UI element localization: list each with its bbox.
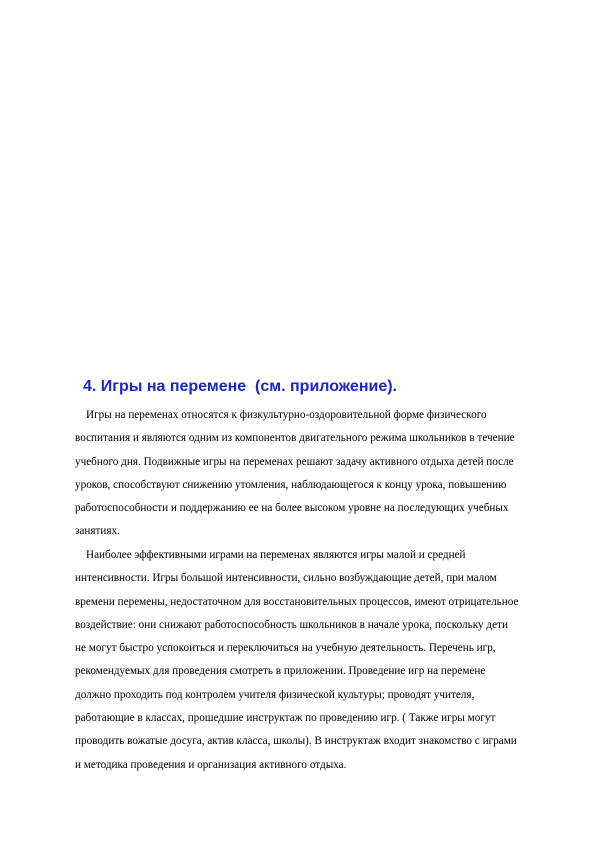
paragraph-line: Наиболее эффективными играми на переменах являются игры малой и средней — [86, 549, 466, 561]
paragraph-line: Игры на переменах относятся к физкультурно-оздоровительной форме физического — [86, 409, 487, 421]
paragraph-line: интенсивности. Игры большой интенсивности, сильно возбуждающие детей, при малом — [75, 572, 497, 585]
paragraph-line: работоспособности и поддержанию ее на более высоком уровне на последующих учебных — [75, 502, 509, 515]
paragraph-games-intro — [75, 404, 561, 544]
paragraph-line: учебного дня. Подвижные игры на переменах решают задачу активного отдыха детей после — [75, 455, 514, 468]
paragraph-line: должно проходить под контролем учителя физической культуры; проводят учителя, — [75, 688, 475, 701]
paragraph-line: и методика проведения и организация активного отдыха. — [75, 758, 347, 771]
paragraph-line: занятиях. — [75, 525, 120, 538]
paragraph-line: воздействие: они снижают работоспособность школьников в начале урока, поскольку дети — [75, 618, 508, 631]
paragraph-games-effectiveness — [75, 544, 561, 777]
paragraph-line: рекомендуемых для проведения смотреть в приложении. Проведение игр на перемене — [75, 665, 486, 678]
paragraph-line: воспитания и являются одним из компонентов двигательного режима школьников в течение — [75, 432, 515, 445]
section-heading: 4. Игры на перемене (см. приложение). — [83, 378, 397, 395]
paragraph-line: не могут быстро успокоиться и переключиться на учебную деятельность. Перечень игр, — [75, 642, 496, 655]
paragraph-line: времени перемены, недостаточном для восстановительных процессов, имеют отрицательное — [75, 595, 519, 608]
paragraph-line: проводить вожатые досуга, актив класса, школы). В инструктаж входит знакомство с играми — [75, 735, 517, 748]
paragraph-line: уроков, способствуют снижению утомления, наблюдающегося к концу урока, повышению — [75, 478, 507, 491]
paragraph-line: работающие в классах, прошедшие инструктаж по проведению игр. ( Также игры могут — [75, 712, 496, 725]
